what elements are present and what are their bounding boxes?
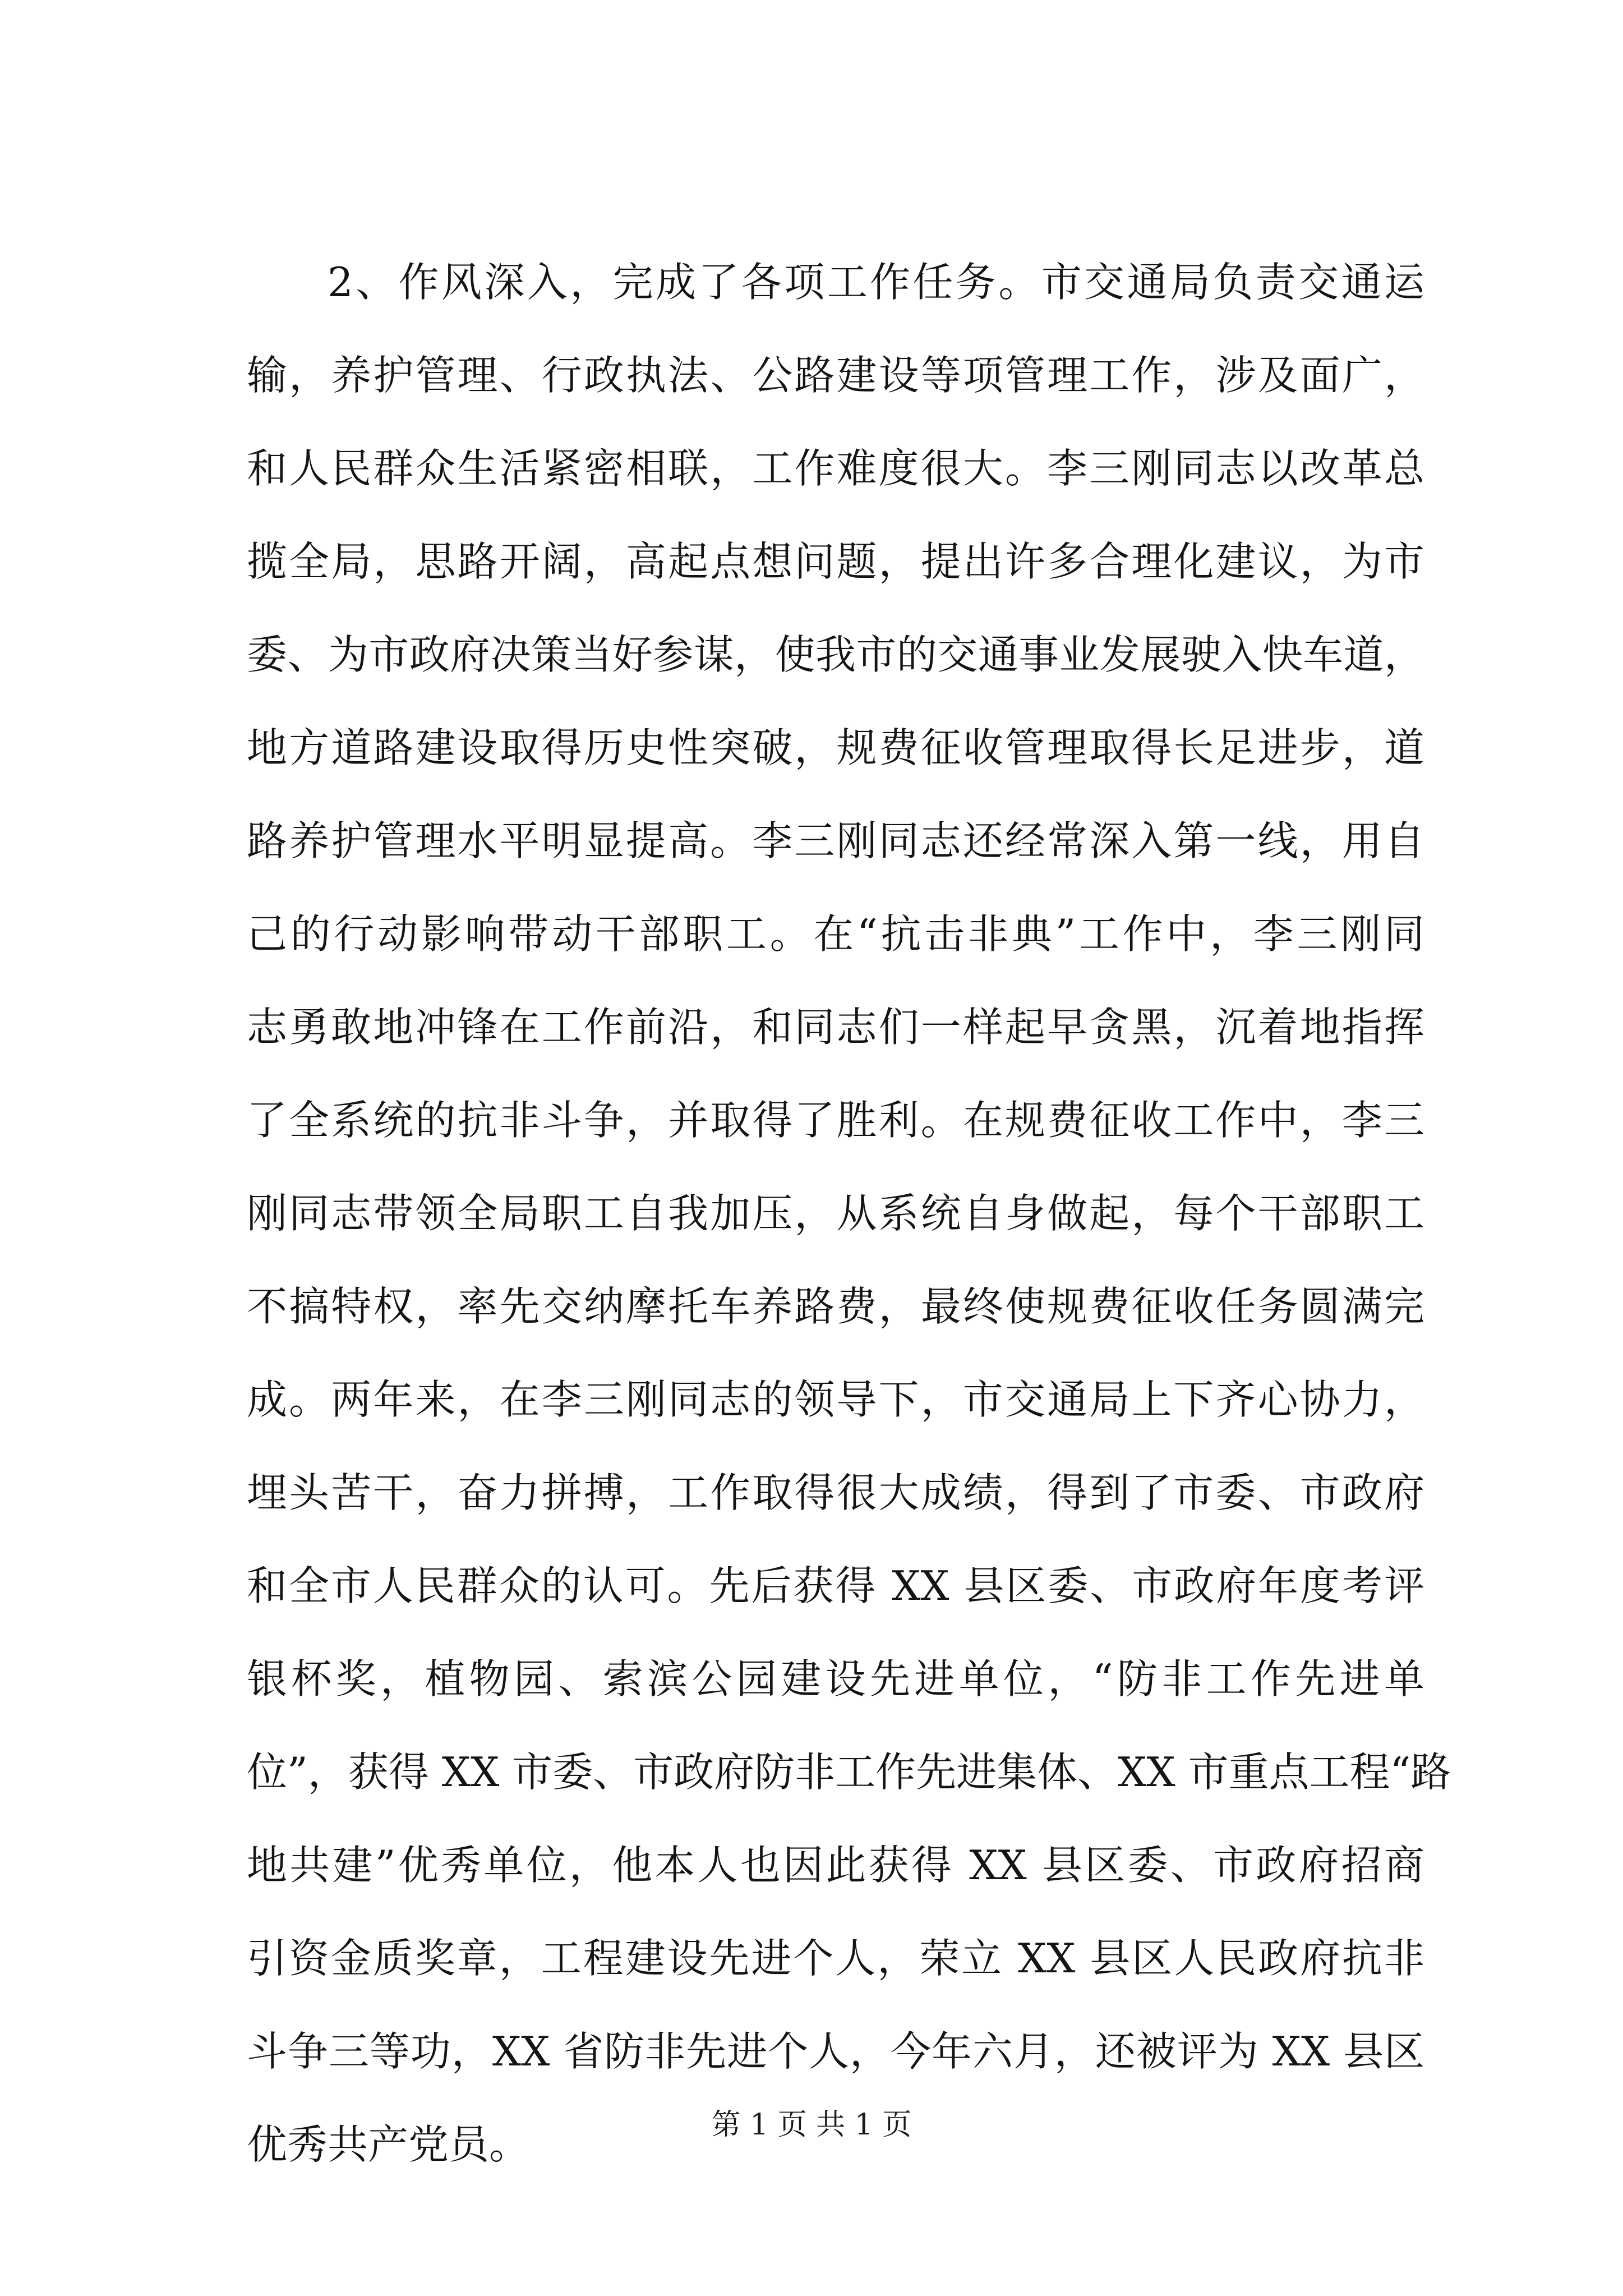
paragraph-line: 2、作风深入，完成了各项工作任务。市交通局负责交通运 bbox=[328, 259, 1424, 306]
paragraph-line: 输，养护管理、行政执法、公路建设等项管理工作，涉及面广， bbox=[247, 352, 1424, 399]
paragraph-line: 引资金质奖章，工程建设先进个人，荣立 XX 县区人民政府抗非 bbox=[247, 1935, 1424, 1982]
paragraph-line: 地方道路建设取得历史性突破，规费征收管理取得长足进步，道 bbox=[247, 724, 1424, 771]
paragraph-line: 刚同志带领全局职工自我加压，从系统自身做起，每个干部职工 bbox=[247, 1190, 1424, 1237]
paragraph-line: 不搞特权，率先交纳摩托车养路费，最终使规费征收任务圆满完 bbox=[247, 1283, 1424, 1330]
paragraph-line: 揽全局，思路开阔，高起点想问题，提出许多合理化建议，为市 bbox=[247, 538, 1424, 585]
paragraph-line: 斗争三等功，XX 省防非先进个人，今年六月，还被评为 XX 县区 bbox=[247, 2028, 1424, 2075]
paragraph-line: 位”，获得 XX 市委、市政府防非工作先进集体、XX 市重点工程“路 bbox=[247, 1749, 1451, 1796]
paragraph-line: 和全市人民群众的认可。先后获得 XX 县区委、市政府年度考评 bbox=[247, 1562, 1424, 1609]
body-paragraph bbox=[247, 236, 1451, 2191]
paragraph-line: 和人民群众生活紧密相联，工作难度很大。李三刚同志以改革总 bbox=[247, 445, 1424, 492]
paragraph-line: 委、为市政府决策当好参谋，使我市的交通事业发展驶入快车道， bbox=[247, 631, 1424, 678]
paragraph-line: 路养护管理水平明显提高。李三刚同志还经常深入第一线，用自 bbox=[247, 817, 1424, 864]
paragraph-line: 了全系统的抗非斗争，并取得了胜利。在规费征收工作中，李三 bbox=[247, 1097, 1424, 1144]
paragraph-line: 银杯奖，植物园、索滨公园建设先进单位，“防非工作先进单 bbox=[247, 1655, 1424, 1703]
paragraph-line: 志勇敢地冲锋在工作前沿，和同志们一样起早贪黑，沉着地指挥 bbox=[247, 1004, 1424, 1051]
paragraph-line: 成。两年来，在李三刚同志的领导下，市交通局上下齐心协力， bbox=[247, 1376, 1424, 1423]
page-number-footer: 第 1 页 共 1 页 bbox=[711, 2108, 912, 2142]
paragraph-line: 地共建”优秀单位，他本人也因此获得 XX 县区委、市政府招商 bbox=[247, 1842, 1424, 1889]
paragraph-line: 优秀共产党员。 bbox=[247, 2121, 530, 2168]
paragraph-line: 己的行动影响带动干部职工。在“抗击非典”工作中，李三刚同 bbox=[247, 910, 1424, 958]
paragraph-line: 埋头苦干，奋力拼搏，工作取得很大成绩，得到了市委、市政府 bbox=[247, 1469, 1424, 1516]
